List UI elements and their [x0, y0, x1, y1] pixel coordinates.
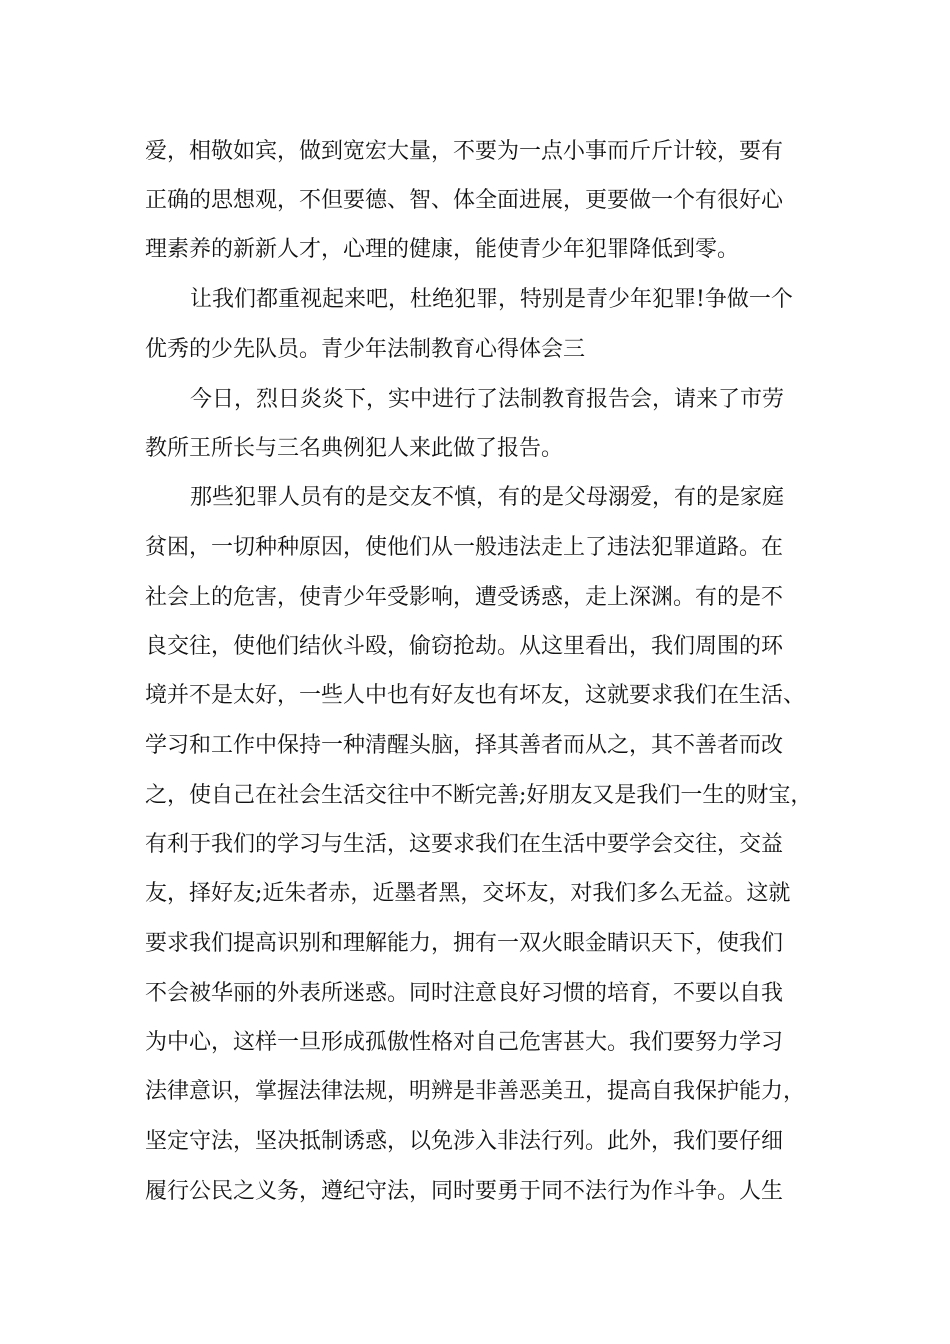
text-line: 贫困，一切种种原因，使他们从一般违法走上了违法犯罪道路。在 [145, 535, 784, 560]
paragraph-first-line: 那些犯罪人员有的是交友不慎，有的是父母溺爱，有的是家庭 [190, 485, 785, 510]
text-line: 正确的思想观，不但要德、智、体全面进展，更要做一个有很好心 [145, 188, 784, 213]
text-line: 良交往，使他们结伙斗殴，偷窃抢劫。从这里看出，我们周围的环 [145, 634, 784, 659]
text-line: 理素养的新新人才，心理的健康，能使青少年犯罪降低到零。 [145, 237, 740, 262]
paragraph-first-line: 今日，烈日炎炎下，实中进行了法制教育报告会，请来了市劳 [190, 387, 785, 412]
text-line: 教所王所长与三名典例犯人来此做了报告。 [145, 436, 564, 461]
text-line: 履行公民之义务，遵纪守法，同时要勇于同不法行为作斗争。人生 [145, 1179, 784, 1204]
text-line: 优秀的少先队员。青少年法制教育心得体会三 [145, 337, 586, 362]
text-line: 坚定守法，坚决抵制诱惑，以免涉入非法行列。此外，我们要仔细 [145, 1129, 784, 1154]
paragraph-first-line: 让我们都重视起来吧，杜绝犯罪，特别是青少年犯罪!争做一个 [190, 287, 793, 312]
text-line: 有利于我们的学习与生活，这要求我们在生活中要学会交往，交益 [145, 832, 784, 857]
text-line: 法律意识，掌握法律法规，明辨是非善恶美丑，提高自我保护能力， [145, 1079, 806, 1104]
text-line: 不会被华丽的外表所迷惑。同时注意良好习惯的培育，不要以自我 [145, 981, 784, 1006]
text-line: 境并不是太好，一些人中也有好友也有坏友，这就要求我们在生活、 [145, 683, 806, 708]
text-line: 要求我们提高识别和理解能力，拥有一双火眼金睛识天下，使我们 [145, 931, 784, 956]
text-line: 社会上的危害，使青少年受影响，遭受诱惑，走上深渊。有的是不 [145, 585, 784, 610]
text-line: 为中心，这样一旦形成孤傲性格对自己危害甚大。我们要努力学习 [145, 1030, 784, 1055]
text-line: 爱，相敬如宾，做到宽宏大量，不要为一点小事而斤斤计较，要有 [145, 139, 784, 164]
text-line: 学习和工作中保持一种清醒头脑，择其善者而从之，其不善者而改 [145, 733, 784, 758]
text-line: 友，择好友;近朱者赤，近墨者黑，交坏友，对我们多么无益。这就 [145, 881, 791, 906]
text-line: 之，使自己在社会生活交往中不断完善;好朋友又是我们一生的财宝， [145, 783, 813, 808]
